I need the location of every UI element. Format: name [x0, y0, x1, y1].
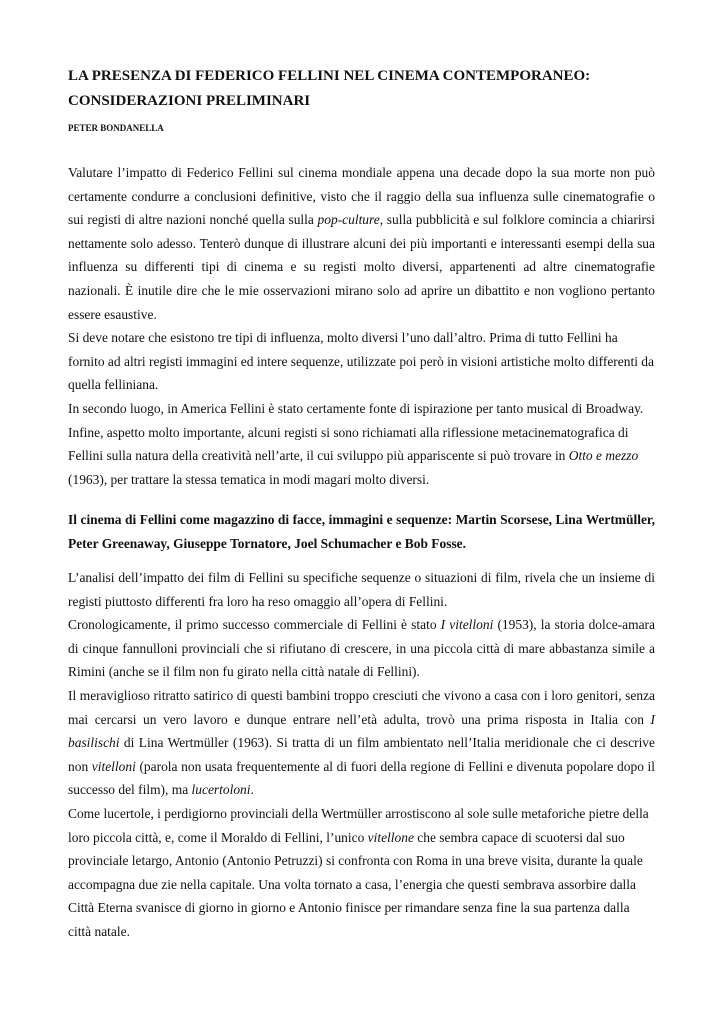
intro-section — [68, 161, 655, 491]
text-run: Cronologicamente, il primo successo commerciale di Fellini è stato — [68, 617, 441, 633]
text-run: Come lucertole, i perdigiorno provinciali della Wertmüller arrostiscono al sole sulle metaforiche pietre della loro piccola città, e, come il Moraldo di Fellini, l’unico — [68, 805, 649, 845]
paragraph — [68, 421, 655, 492]
film-title: I vitelloni — [440, 617, 494, 633]
text-run: Infine, aspetto molto importante, alcuni registi si sono richiamati alla riflessione metacinematografica di Fellini sulla natura della creatività nell’arte, il cui sviluppo più appariscente si può trovare in — [68, 424, 629, 464]
italic-term: vitelloni — [91, 758, 136, 774]
paragraph — [68, 161, 655, 326]
paragraph — [68, 613, 655, 684]
document-title: LA PRESENZA DI FEDERICO FELLINI NEL CINEMA CONTEMPORANEO: CONSIDERAZIONI PRELIMINARI — [68, 68, 591, 109]
text-run: Valutare l’impatto di Federico Fellini sul cinema mondiale appena una decade dopo la sua morte non può certamente condurre a conclusioni definitive, visto che il raggio della sua influenza sulle cinematografie o sui registi di altre nazioni nonché quella sulla — [68, 165, 655, 228]
text-run: sulla pubblicità e sul folklore comincia a chiarirsi nettamente solo adesso. Tenterò dunque di illustrare alcuni dei più importanti e interessanti esempi della sua influenza su differenti tipi di cinema e su registi molto diversi, appartenenti ad altre cinematografie nazionali. È inutile dire che le mie osservazioni mirano solo ad aprire un dibattito e non vogliono pertanto essere esaustive. — [68, 212, 655, 322]
italic-term: vitellone — [367, 829, 414, 845]
text-run: che sembra capace di scuotersi dal suo provinciale letargo, Antonio (Antonio Petruzzi) si confronta con Roma in una breve visita, durante la quale accompagna due zie nella capitale. Una volta tornato a casa, l’energia che questi sembrava assorbire dalla Città Eterna svanisce di giorno in giorno e Antonio finisce per rimandare senza fine la sua partenza dalla città natale. — [68, 829, 643, 939]
paragraph: L’analisi dell’impatto dei film di Fellini su specifiche sequenze o situazioni di film, rivela che un insieme di registi piuttosto differenti fra loro ha reso omaggio all’opera di Fellini. — [68, 570, 655, 609]
section-body — [68, 566, 655, 944]
italic-term: lucertoloni — [191, 782, 251, 798]
text-run: di Lina Wertmüller (1963). Si tratta di un film ambientato nell’Italia meridionale che ci descrive non — [68, 735, 655, 774]
text-run: (1963), per trattare la stessa tematica in modi magari molto diversi. — [68, 471, 430, 487]
text-run: (parola non usata frequentemente al di fuori della regione di Fellini e divenuta popolare dopo il successo del film), ma — [68, 758, 655, 798]
paragraph — [68, 684, 655, 802]
author-name: PETER BONDANELLA — [68, 123, 164, 133]
text-run: Il meraviglioso ritratto satirico di questi bambini troppo cresciuti che vivono a casa con i loro genitori, senza mai cercarsi un vero lavoro e dunque entrare nell’età adulta, trovò una prima risposta in Italia con — [68, 687, 655, 727]
paragraph: In secondo luogo, in America Fellini è stato certamente fonte di ispirazione per tanto musical di Broadway. — [68, 400, 644, 416]
italic-term: pop-culture, — [317, 212, 384, 228]
section-heading: Il cinema di Fellini come magazzino di facce, immagini e sequenze: Martin Scorsese, Lina Wertmüller, Peter Greenaway, Giuseppe Tornatore, Joel Schumacher e Bob Fosse. — [68, 512, 655, 551]
text-run: . — [250, 782, 254, 798]
text-run: (1953), la storia dolce-amara di cinque fannulloni provinciali che si rifiutano di crescere, in una piccola città di mare abbastanza simile a Rimini (anche se il film non fu girato nella città natale di Fellini). — [68, 617, 655, 680]
paragraph — [68, 802, 655, 944]
film-title: Otto e mezzo — [568, 448, 639, 464]
film-title: I basilischi — [68, 711, 655, 751]
paragraph: Si deve notare che esistono tre tipi di influenza, molto diversi l’uno dall’altro. Prima di tutto Fellini ha fornito ad altri registi immagini ed intere sequenze, utilizzate poi però in visioni artistiche molto differenti da quella felliniana. — [68, 330, 654, 393]
